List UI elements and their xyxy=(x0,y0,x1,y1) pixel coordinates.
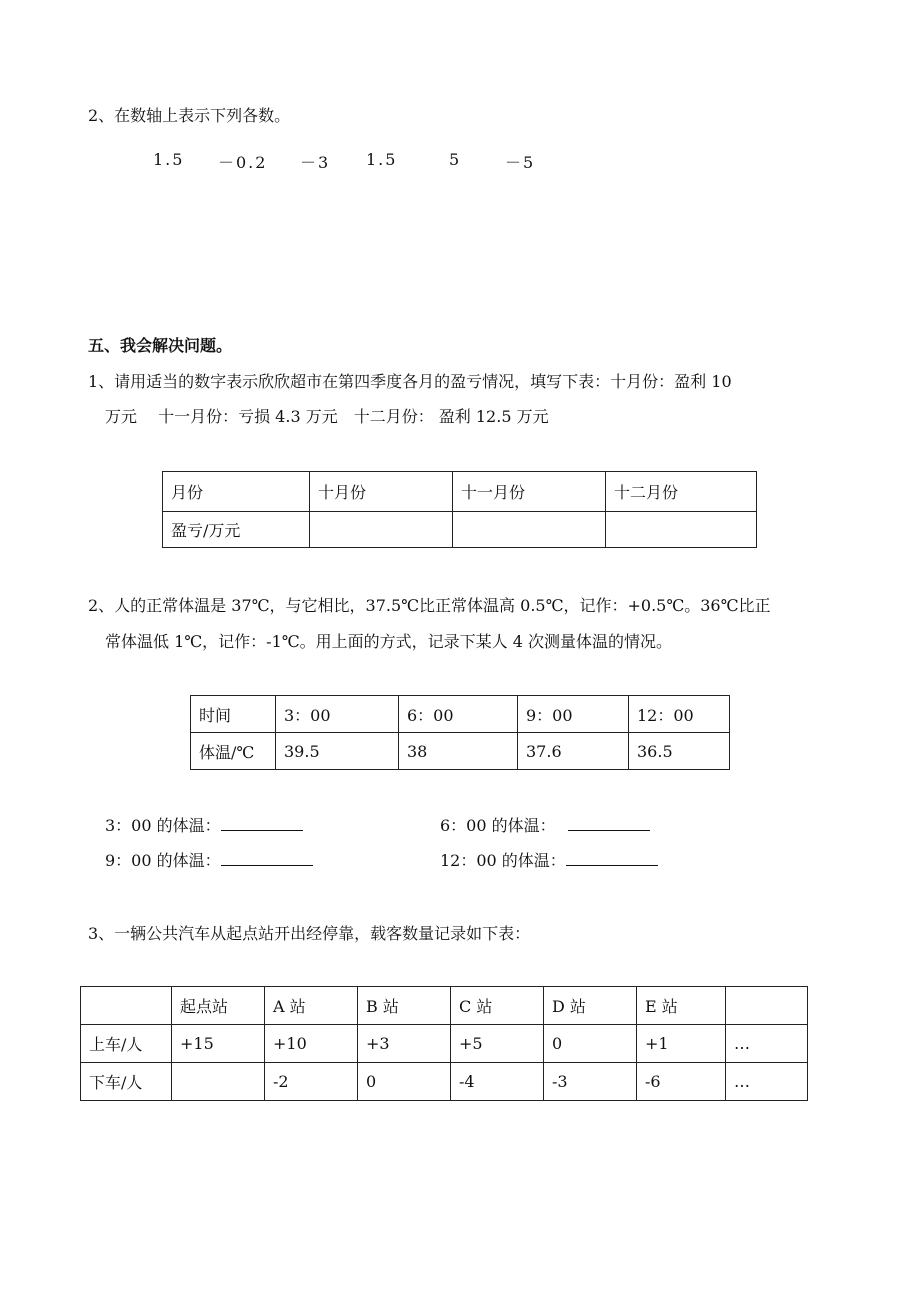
table-cell: 3：00 xyxy=(276,696,399,733)
answer-12-label: 12：00 的体温： xyxy=(440,851,566,870)
table-cell xyxy=(726,987,808,1025)
q2-numberline-prompt: 2、在数轴上表示下列各数。 xyxy=(88,106,291,125)
table-cell: 上车/人 xyxy=(81,1025,172,1063)
table-cell: B 站 xyxy=(358,987,451,1025)
temperature-table xyxy=(190,695,730,770)
table-cell: 0 xyxy=(544,1025,637,1063)
table-cell: +5 xyxy=(451,1025,544,1063)
table-cell xyxy=(81,987,172,1025)
table-row xyxy=(81,987,808,1025)
table-row xyxy=(191,733,730,770)
profit-table xyxy=(162,471,757,548)
table-cell: -6 xyxy=(637,1063,726,1101)
answer-6-label-group xyxy=(440,816,650,836)
table-cell: … xyxy=(726,1063,808,1101)
answer-3-blank[interactable] xyxy=(221,816,303,831)
table-cell: +15 xyxy=(172,1025,265,1063)
q2-text-line2: 常体温低 1℃，记作：-1℃。用上面的方式，记录下某人 4 次测量体温的情况。 xyxy=(105,632,673,651)
table-cell: 起点站 xyxy=(172,987,265,1025)
table-cell: +10 xyxy=(265,1025,358,1063)
number-item: －5 xyxy=(505,153,536,172)
table-cell xyxy=(172,1063,265,1101)
table-cell: C 站 xyxy=(451,987,544,1025)
answer-cell[interactable] xyxy=(453,512,606,548)
table-cell: -4 xyxy=(451,1063,544,1101)
table-cell: A 站 xyxy=(265,987,358,1025)
table-cell: -3 xyxy=(544,1063,637,1101)
table-cell: 6：00 xyxy=(399,696,518,733)
table-cell: 0 xyxy=(358,1063,451,1101)
q2-text-line1: 2、人的正常体温是 37℃，与它相比，37.5℃比正常体温高 0.5℃，记作：+0.5℃。36℃比正 xyxy=(88,596,771,615)
table-cell: 37.6 xyxy=(518,733,629,770)
table-cell: -2 xyxy=(265,1063,358,1101)
table-row xyxy=(163,512,757,548)
number-item: 5 xyxy=(449,150,462,169)
table-row xyxy=(191,696,730,733)
q1-text-line1: 1、请用适当的数字表示欣欣超市在第四季度各月的盈亏情况，填写下表：十月份：盈利 10 xyxy=(88,372,732,391)
table-cell: 体温/℃ xyxy=(191,733,276,770)
table-row xyxy=(81,1025,808,1063)
table-cell: 38 xyxy=(399,733,518,770)
q3-text: 3、一辆公共汽车从起点站开出经停靠，载客数量记录如下表： xyxy=(88,924,531,943)
table-cell: … xyxy=(726,1025,808,1063)
table-row xyxy=(81,1063,808,1101)
table-cell: 下车/人 xyxy=(81,1063,172,1101)
table-cell: D 站 xyxy=(544,987,637,1025)
table-cell: 39.5 xyxy=(276,733,399,770)
number-item: －0.2 xyxy=(218,153,268,172)
number-item: 1.5 xyxy=(153,150,185,169)
table-cell: 12：00 xyxy=(629,696,730,733)
answer-12-label-group xyxy=(440,851,658,871)
answer-3-label-group xyxy=(105,816,303,836)
table-cell: 时间 xyxy=(191,696,276,733)
answer-12-blank[interactable] xyxy=(566,851,658,866)
table-cell: 月份 xyxy=(163,472,310,512)
table-row xyxy=(163,472,757,512)
table-cell: +3 xyxy=(358,1025,451,1063)
table-cell: 盈亏/万元 xyxy=(163,512,310,548)
number-item: －3 xyxy=(300,153,331,172)
answer-3-label: 3：00 的体温： xyxy=(105,816,221,835)
section-title: 五、我会解决问题。 xyxy=(88,336,233,355)
table-cell: 9：00 xyxy=(518,696,629,733)
answer-9-label-group xyxy=(105,851,313,871)
answer-9-blank[interactable] xyxy=(221,851,313,866)
table-cell: 36.5 xyxy=(629,733,730,770)
table-cell: 十月份 xyxy=(310,472,453,512)
answer-cell[interactable] xyxy=(310,512,453,548)
table-cell: 十二月份 xyxy=(606,472,757,512)
bus-passenger-table xyxy=(80,986,808,1101)
answer-9-label: 9：00 的体温： xyxy=(105,851,221,870)
answer-cell[interactable] xyxy=(606,512,757,548)
number-item: 1.5 xyxy=(366,150,398,169)
table-cell: 十一月份 xyxy=(453,472,606,512)
answer-6-label: 6：00 的体温： xyxy=(440,816,556,835)
table-cell: E 站 xyxy=(637,987,726,1025)
table-cell: +1 xyxy=(637,1025,726,1063)
answer-6-blank[interactable] xyxy=(568,816,650,831)
q1-text-line2: 万元 十一月份：亏损 4.3 万元 十二月份： 盈利 12.5 万元 xyxy=(105,407,549,426)
